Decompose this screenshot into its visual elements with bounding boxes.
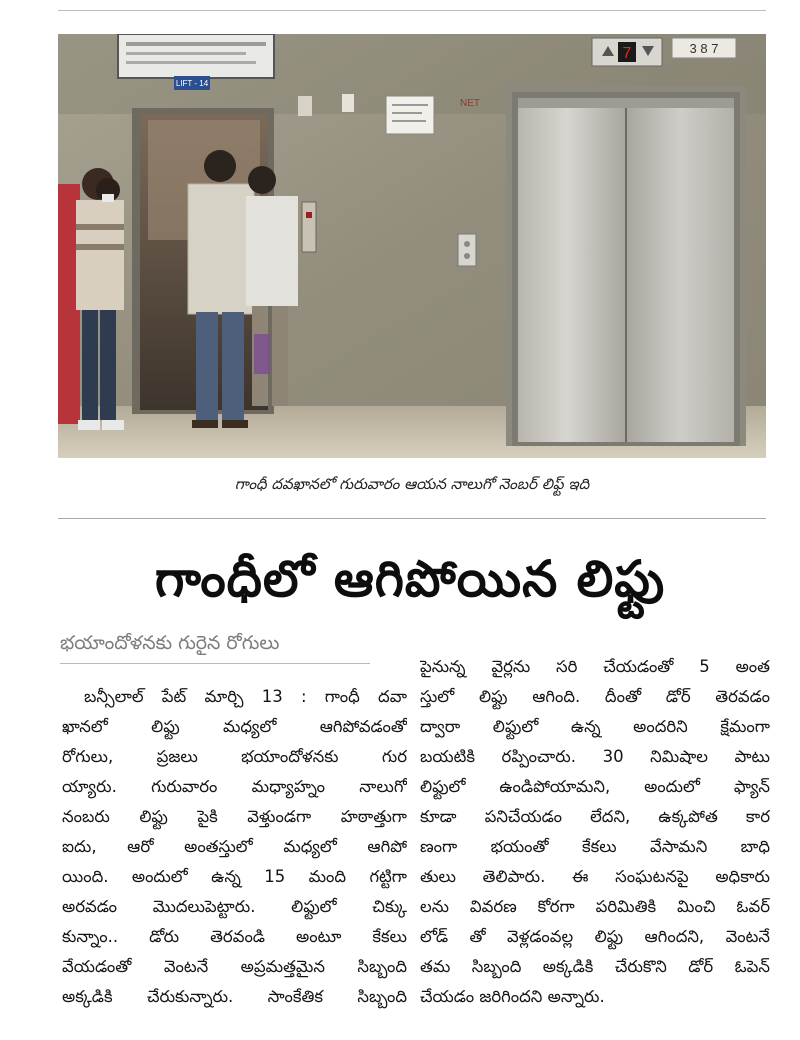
article-line: లను వివరణ కోరగా పరిమితికి మించి ఓవర్ [420,897,770,916]
article-line: తులు తెలిపారు. ఈ సంఘటనపై అధికారు [420,867,770,886]
article-line: ద్వారా లిఫ్టులో ఉన్న అందరిని క్షేమంగా [420,717,770,736]
article-line: తమ సిబ్బంది అక్కడికి చేరుకొని డోర్ ఓపెన్ [420,957,770,976]
article-line: కూడా పనిచేయడం లేదని, ఉక్కపోత కార [420,807,770,826]
top-label: 3 8 7 [689,41,719,56]
article-line: చేయడం జరిగిందని అన్నారు. [420,987,605,1006]
article-line: ఐదు, ఆరో అంతస్తులో మధ్యలో ఆగిపో [62,837,407,856]
subheading: భయాందోళనకు గురైన రోగులు [60,632,370,664]
article-line: నంబరు లిఫ్టు పైకి వెళ్తుండగా హఠాత్తుగా [62,807,407,826]
article-line: లోడ్ తో వెళ్లడంవల్ల లిఫ్టు ఆగిందని, వెంటనే [420,927,770,946]
headline: గాంధీలో ఆగిపోయిన లిఫ్టు [154,550,666,608]
lift-number-sign: LIFT - 14 [175,79,209,88]
article-line: బయటికి రప్పించారు. 30 నిమిషాల పాటు [420,747,770,766]
article-line: స్తులో లిఫ్టు ఆగింది. దీంతో డోర్ తెరవడం [420,687,770,706]
article-line: అక్కడికి చేరుకున్నారు. సాంకేతిక సిబ్బంది [62,987,407,1006]
floor-indicator: 7 [622,45,632,62]
article-line: వేయడంతో వెంటనే అప్రమత్తమైన సిబ్బంది [62,957,407,976]
article-line: ఖానలో లిఫ్టు మధ్యలో ఆగిపోవడంతో [62,717,407,736]
article-line: లిఫ్టులో ఉండిపోయామని, అందులో ఫ్యాన్ [420,777,770,796]
svg-text:NET: NET [460,98,480,109]
article-line: అరవడం మొదలుపెట్టారు. లిఫ్టులో చిక్కు [62,897,407,916]
top-rule [58,10,766,11]
article-line: య్యారు. గురువారం మధ్యాహ్నం నాలుగో [62,777,407,796]
photo-caption: గాంధీ దవఖానలో గురువారం ఆయన నాలుగో నెంబర్ లిఫ్ట్ ఇది [234,475,590,493]
article-line: రోగులు, ప్రజలు భయాందోళనకు గుర [62,747,407,766]
caption-rule [58,518,766,519]
article-line: ణంగా భయంతో కేకలు వేసామని బాధి [420,837,770,856]
article-line: యింది. అందులో ఉన్న 15 మంది గట్టిగా [62,867,407,886]
news-photo [58,34,766,458]
article-column-left [62,682,407,1012]
article-column-right [420,652,770,1012]
article-line: కున్నాం.. డోరు తెరవండి అంటూ కేకలు [62,927,407,946]
article-line: బన్సీలాల్ పేట్ మార్చి 13 : గాంధీ దవా [84,687,407,706]
article-line: పైనున్న వైర్లను సరి చేయడంతో 5 అంత [420,657,770,676]
